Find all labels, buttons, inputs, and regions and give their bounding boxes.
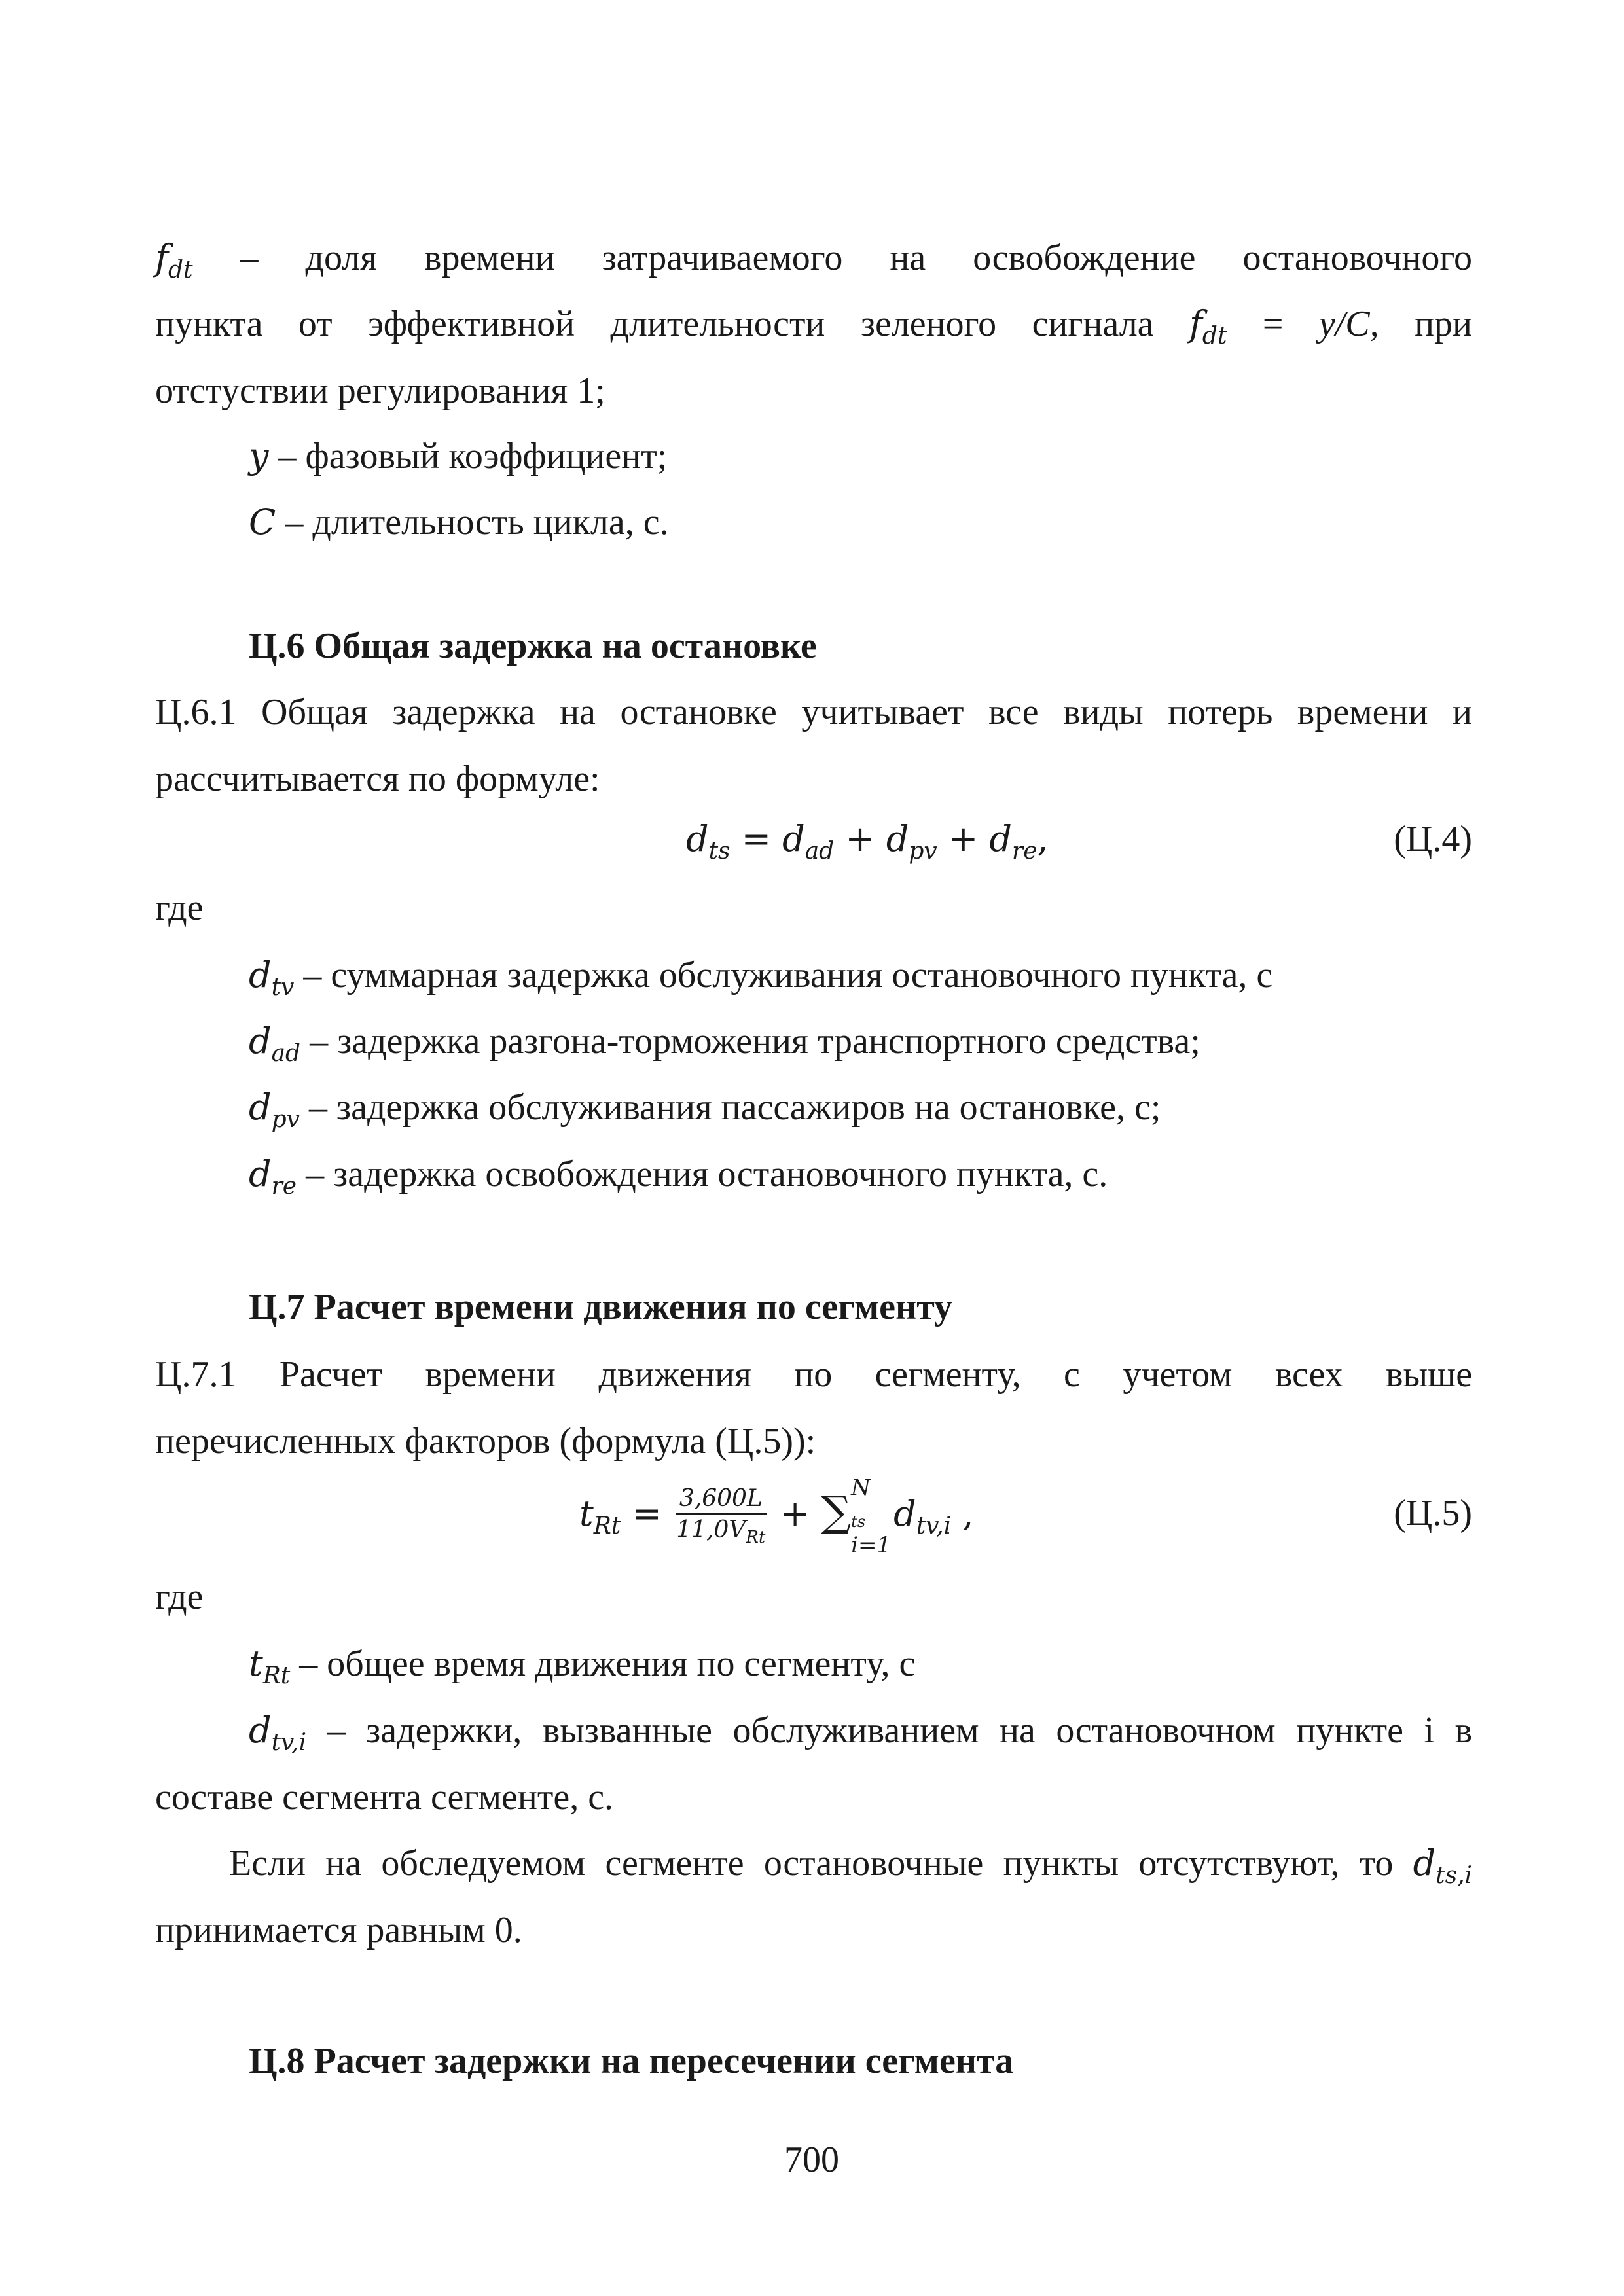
heading-c8: Ц.8 Расчет задержки на пересечении сегмента — [249, 2041, 1014, 2081]
where-2: где — [155, 1577, 204, 1617]
c6-para-line2: рассчитывается по формуле: — [155, 759, 600, 799]
c7-para-line1: Ц.7.1 Расчет времени движения по сегменту, с учетом всех выше — [155, 1354, 1473, 1395]
formula-c4: $d_{ts} = d_{ad} + d_{pv} + d_{re}$, — [686, 818, 1049, 865]
def-c: C – длительность цикла, с. — [249, 501, 669, 543]
eq-number-c5: (Ц.5) — [1394, 1493, 1472, 1534]
para1-line3: отстуствии регулирования 1; — [155, 370, 605, 411]
def-d-pv: $d_{pv}$ – задержка обслуживания пассажиров на остановке, с; — [249, 1086, 1161, 1133]
def-d-ad: $d_{ad}$ – задержка разгона-торможения транспортного средства; — [249, 1020, 1200, 1067]
para1-line2: пункта от эффективной длительности зеленого сигнала $f_{dt} = y/C$, при — [155, 303, 1472, 350]
heading-c7: Ц.7 Расчет времени движения по сегменту — [249, 1287, 952, 1327]
c7-para-line2: перечисленных факторов (формула (Ц.5)): — [155, 1421, 816, 1462]
where-1: где — [155, 888, 204, 928]
symbol-f-dt-inline: $f_{dt}$ — [1189, 303, 1227, 350]
c6-para-line1: Ц.6.1 Общая задержка на остановке учитывает все виды потерь времени и — [155, 692, 1472, 732]
def-y: y – фазовый коэффициент; — [249, 435, 668, 476]
sum-limits: N $_{ts}$ i=1 — [851, 1475, 892, 1558]
note-line1: Если на обследуемом сегменте остановочные пункты отсутствуют, то $d_{ts,i}$ — [229, 1842, 1473, 1889]
def-d-tvi-line2: составе сегмента сегменте, с. — [155, 1777, 614, 1818]
para1-line1: $f_{dt}$ – доля времени затрачиваемого на освобождение остановочного — [155, 237, 1473, 283]
page-number: 700 — [784, 2140, 839, 2180]
sum-symbol: ∑ — [821, 1488, 852, 1536]
fraction: $\frac{3,600L}{11,0V_{Rt}}$ — [676, 1484, 766, 1548]
note-line2: принимается равным 0. — [155, 1910, 522, 1950]
heading-c6: Ц.6 Общая задержка на остановке — [249, 626, 817, 666]
def-d-tvi-line1: $d_{tv,i}$ – задержки, вызванные обслуживанием на остановочном пункте i в — [249, 1710, 1473, 1756]
def-t-rt: $t_{Rt}$ – общее время движения по сегменту, с — [249, 1643, 916, 1689]
def-d-tv: $d_{tv}$ – суммарная задержка обслуживания остановочного пункта, с — [249, 954, 1273, 1001]
eq-number-c4: (Ц.4) — [1394, 819, 1472, 859]
def-d-re: $d_{re}$ – задержка освобождения остановочного пункта, с. — [249, 1153, 1108, 1200]
symbol-f-dt: $f_{dt}$ — [155, 237, 193, 283]
formula-c5: $t_{Rt}$ = $\frac{3,600L}{11,0V_{Rt}}$ + ∑ N $_{ts}$ i=1 $d_{tv,i}$ , — [579, 1475, 974, 1558]
